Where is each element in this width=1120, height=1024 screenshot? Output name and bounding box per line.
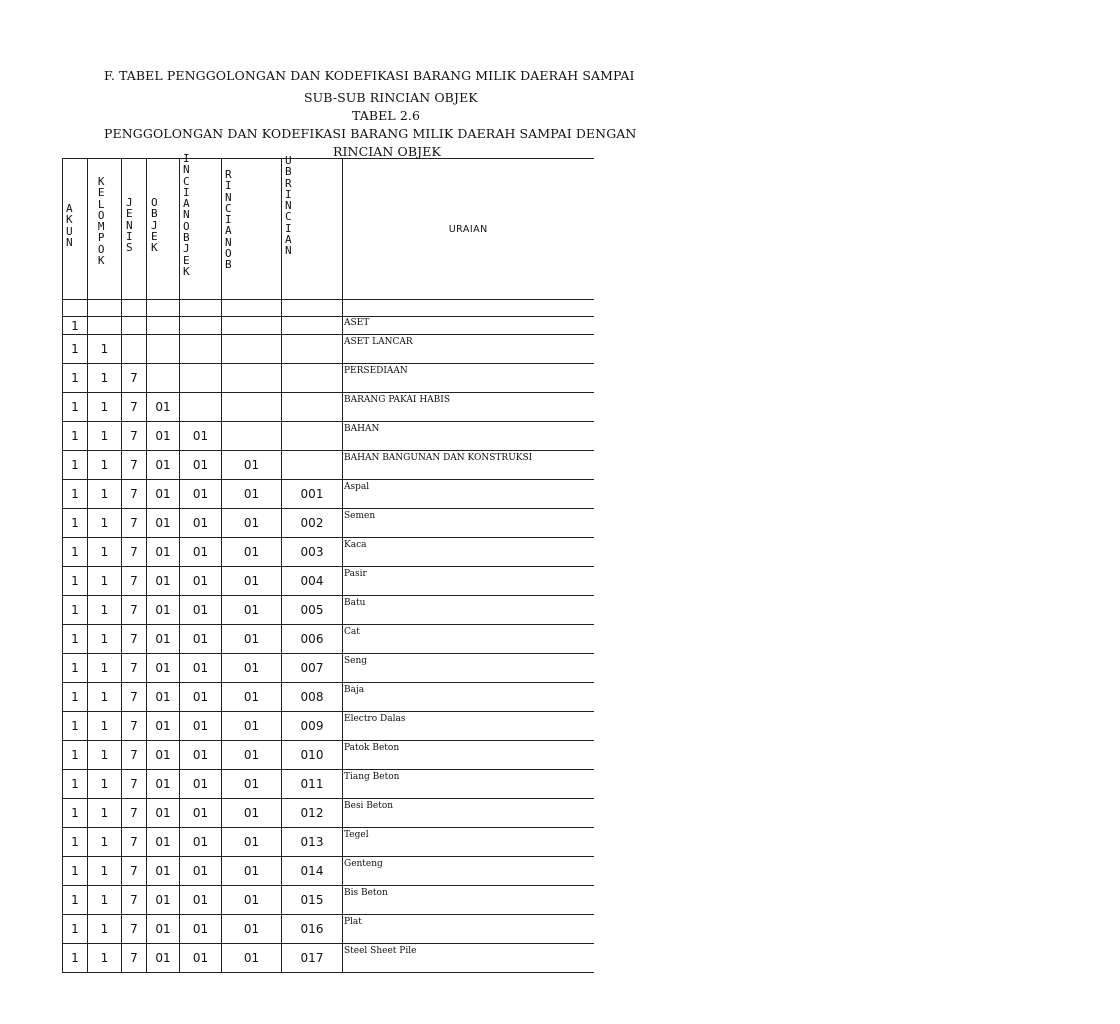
akun-cell: 1 [63, 944, 88, 973]
sub-sub-rincian-cell: 006 [282, 625, 343, 654]
akun-cell: 1 [63, 451, 88, 480]
rincian-objek-cell: 01 [180, 741, 222, 770]
sub-rincian-cell [222, 422, 282, 451]
sub-rincian-cell: 01 [222, 712, 282, 741]
header-jenis [122, 159, 147, 300]
objek-cell: 01 [147, 828, 180, 857]
sub-sub-rincian-cell: 010 [282, 741, 343, 770]
uraian-cell: Besi Beton [343, 799, 594, 828]
akun-cell: 1 [63, 567, 88, 596]
objek-cell: 01 [147, 538, 180, 567]
sub-rincian-cell: 01 [222, 625, 282, 654]
kelompok-cell: 1 [88, 364, 122, 393]
jenis-cell: 7 [122, 364, 147, 393]
jenis-cell: 7 [122, 741, 147, 770]
table-spacer-row [63, 300, 594, 317]
rincian-objek-cell: 01 [180, 567, 222, 596]
jenis-cell: 7 [122, 451, 147, 480]
sub-sub-rincian-cell: 007 [282, 654, 343, 683]
uraian-cell: Tiang Beton [343, 770, 594, 799]
akun-cell: 1 [63, 596, 88, 625]
sub-sub-rincian-cell [282, 364, 343, 393]
akun-cell: 1 [63, 712, 88, 741]
sub-rincian-cell: 01 [222, 480, 282, 509]
rincian-objek-cell: 01 [180, 712, 222, 741]
uraian-cell: Electro Dalas [343, 712, 594, 741]
objek-cell [147, 317, 180, 335]
uraian-cell: Semen [343, 509, 594, 538]
table-row [63, 538, 594, 567]
header-objek-label: OBJEK [151, 196, 158, 255]
rincian-objek-cell: 01 [180, 538, 222, 567]
rincian-objek-cell [180, 317, 222, 335]
akun-cell: 1 [63, 538, 88, 567]
akun-cell: 1 [63, 915, 88, 944]
sub-rincian-cell: 01 [222, 654, 282, 683]
sub-sub-rincian-cell [282, 393, 343, 422]
akun-cell: 1 [63, 770, 88, 799]
objek-cell [147, 364, 180, 393]
uraian-cell: Patok Beton [343, 741, 594, 770]
uraian-cell: Tegel [343, 828, 594, 857]
rincian-objek-cell: 01 [180, 944, 222, 973]
sub-rincian-cell: 01 [222, 451, 282, 480]
sub-rincian-cell: 01 [222, 857, 282, 886]
uraian-cell: Baja [343, 683, 594, 712]
kelompok-cell: 1 [88, 393, 122, 422]
uraian-cell: BARANG PAKAI HABIS [343, 393, 594, 422]
header-sub-rincian-objek [222, 159, 282, 300]
header-sub-sub-rincian-objek-label: UB RINCIAN [285, 154, 292, 258]
table-row [63, 944, 594, 973]
uraian-cell: BAHAN BANGUNAN DAN KONSTRUKSI [343, 451, 594, 480]
table-row [63, 480, 594, 509]
kelompok-cell: 1 [88, 886, 122, 915]
sub-rincian-cell: 01 [222, 770, 282, 799]
table-row [63, 915, 594, 944]
table-row [63, 317, 594, 335]
header-sub-sub-rincian-objek [282, 154, 343, 300]
rincian-objek-cell: 01 [180, 886, 222, 915]
sub-sub-rincian-cell: 015 [282, 886, 343, 915]
jenis-cell [122, 317, 147, 335]
sub-rincian-cell: 01 [222, 538, 282, 567]
sub-sub-rincian-cell [282, 335, 343, 364]
objek-cell: 01 [147, 741, 180, 770]
table-row [63, 596, 594, 625]
rincian-objek-cell: 01 [180, 451, 222, 480]
jenis-cell: 7 [122, 712, 147, 741]
kelompok-cell: 1 [88, 741, 122, 770]
header-rincian-objek-label: INCIAN OBJEK [183, 152, 190, 278]
header-uraian: URAIAN [343, 159, 594, 300]
objek-cell: 01 [147, 567, 180, 596]
sub-rincian-cell: 01 [222, 915, 282, 944]
header-akun-label: AKUN [66, 202, 73, 249]
objek-cell: 01 [147, 596, 180, 625]
rincian-objek-cell: 01 [180, 422, 222, 451]
sub-sub-rincian-cell: 003 [282, 538, 343, 567]
kelompok-cell: 1 [88, 538, 122, 567]
jenis-cell: 7 [122, 393, 147, 422]
header-jenis-label: JENIS [126, 196, 133, 255]
rincian-objek-cell: 01 [180, 480, 222, 509]
objek-cell: 01 [147, 422, 180, 451]
akun-cell: 1 [63, 393, 88, 422]
sub-rincian-cell: 01 [222, 683, 282, 712]
jenis-cell: 7 [122, 770, 147, 799]
table-row [63, 422, 594, 451]
sub-sub-rincian-cell: 001 [282, 480, 343, 509]
kelompok-cell: 1 [88, 567, 122, 596]
kelompok-cell: 1 [88, 712, 122, 741]
table-row [63, 712, 594, 741]
jenis-cell: 7 [122, 886, 147, 915]
objek-cell: 01 [147, 654, 180, 683]
sub-sub-rincian-cell: 013 [282, 828, 343, 857]
objek-cell: 01 [147, 915, 180, 944]
kelompok-cell: 1 [88, 944, 122, 973]
objek-cell: 01 [147, 625, 180, 654]
uraian-cell: Genteng [343, 857, 594, 886]
objek-cell: 01 [147, 480, 180, 509]
kelompok-cell: 1 [88, 625, 122, 654]
kelompok-cell: 1 [88, 857, 122, 886]
document-title-block [0, 0, 637, 160]
jenis-cell: 7 [122, 538, 147, 567]
jenis-cell [122, 335, 147, 364]
objek-cell: 01 [147, 857, 180, 886]
sub-sub-rincian-cell: 012 [282, 799, 343, 828]
rincian-objek-cell [180, 335, 222, 364]
jenis-cell: 7 [122, 828, 147, 857]
document-title-line-2: SUB-SUB RINCIAN OBJEK [304, 90, 478, 105]
table-row [63, 683, 594, 712]
uraian-cell: Pasir [343, 567, 594, 596]
objek-cell: 01 [147, 799, 180, 828]
table-row [63, 393, 594, 422]
objek-cell: 01 [147, 712, 180, 741]
table-row [63, 886, 594, 915]
sub-rincian-cell: 01 [222, 596, 282, 625]
sub-rincian-cell: 01 [222, 828, 282, 857]
kelompok-cell [88, 317, 122, 335]
sub-sub-rincian-cell: 005 [282, 596, 343, 625]
sub-rincian-cell [222, 335, 282, 364]
sub-sub-rincian-cell: 011 [282, 770, 343, 799]
akun-cell: 1 [63, 857, 88, 886]
rincian-objek-cell: 01 [180, 509, 222, 538]
kelompok-cell: 1 [88, 422, 122, 451]
jenis-cell: 7 [122, 596, 147, 625]
header-akun [63, 159, 88, 300]
kelompok-cell: 1 [88, 683, 122, 712]
rincian-objek-cell [180, 393, 222, 422]
sub-sub-rincian-cell [282, 422, 343, 451]
document-title-line-1: F. TABEL PENGGOLONGAN DAN KODEFIKASI BARANG MILIK DAERAH SAMPAI [104, 68, 635, 83]
sub-rincian-cell: 01 [222, 944, 282, 973]
table-row [63, 770, 594, 799]
objek-cell: 01 [147, 886, 180, 915]
uraian-cell: PERSEDIAAN [343, 364, 594, 393]
kelompok-cell: 1 [88, 915, 122, 944]
table-row [63, 364, 594, 393]
objek-cell: 01 [147, 451, 180, 480]
jenis-cell: 7 [122, 625, 147, 654]
kelompok-cell: 1 [88, 596, 122, 625]
table-row [63, 335, 594, 364]
classification-table [62, 152, 594, 973]
sub-rincian-cell: 01 [222, 799, 282, 828]
sub-sub-rincian-cell: 008 [282, 683, 343, 712]
kelompok-cell: 1 [88, 451, 122, 480]
kelompok-cell: 1 [88, 799, 122, 828]
uraian-cell: Seng [343, 654, 594, 683]
jenis-cell: 7 [122, 915, 147, 944]
sub-sub-rincian-cell: 004 [282, 567, 343, 596]
kelompok-cell: 1 [88, 480, 122, 509]
objek-cell [147, 335, 180, 364]
akun-cell: 1 [63, 335, 88, 364]
sub-rincian-cell [222, 317, 282, 335]
uraian-cell: Bis Beton [343, 886, 594, 915]
kelompok-cell: 1 [88, 770, 122, 799]
kelompok-cell: 1 [88, 654, 122, 683]
jenis-cell: 7 [122, 567, 147, 596]
uraian-cell: Steel Sheet Pile [343, 944, 594, 973]
header-kelompok-label: KELOMPOK [97, 175, 105, 268]
sub-rincian-cell [222, 393, 282, 422]
objek-cell: 01 [147, 944, 180, 973]
sub-rincian-cell: 01 [222, 509, 282, 538]
akun-cell: 1 [63, 886, 88, 915]
objek-cell: 01 [147, 770, 180, 799]
akun-cell: 1 [63, 683, 88, 712]
akun-cell: 1 [63, 654, 88, 683]
kelompok-cell: 1 [88, 828, 122, 857]
jenis-cell: 7 [122, 509, 147, 538]
sub-sub-rincian-cell: 009 [282, 712, 343, 741]
akun-cell: 1 [63, 422, 88, 451]
table-row [63, 828, 594, 857]
objek-cell: 01 [147, 393, 180, 422]
uraian-cell: Cat [343, 625, 594, 654]
objek-cell: 01 [147, 683, 180, 712]
objek-cell: 01 [147, 509, 180, 538]
table-row [63, 799, 594, 828]
uraian-cell: ASET LANCAR [343, 335, 594, 364]
table-row [63, 567, 594, 596]
rincian-objek-cell: 01 [180, 596, 222, 625]
akun-cell: 1 [63, 509, 88, 538]
uraian-cell: BAHAN [343, 422, 594, 451]
header-kelompok [88, 159, 122, 300]
jenis-cell: 7 [122, 422, 147, 451]
jenis-cell: 7 [122, 480, 147, 509]
uraian-cell: ASET [343, 317, 594, 335]
akun-cell: 1 [63, 828, 88, 857]
jenis-cell: 7 [122, 799, 147, 828]
sub-sub-rincian-cell: 002 [282, 509, 343, 538]
sub-sub-rincian-cell [282, 317, 343, 335]
header-objek [147, 159, 180, 300]
sub-rincian-cell [222, 364, 282, 393]
akun-cell: 1 [63, 364, 88, 393]
rincian-objek-cell: 01 [180, 654, 222, 683]
table-row [63, 625, 594, 654]
sub-rincian-cell: 01 [222, 567, 282, 596]
sub-rincian-cell: 01 [222, 886, 282, 915]
sub-sub-rincian-cell: 016 [282, 915, 343, 944]
sub-sub-rincian-cell [282, 451, 343, 480]
table-number: TABEL 2.6 [352, 108, 421, 123]
jenis-cell: 7 [122, 683, 147, 712]
rincian-objek-cell: 01 [180, 625, 222, 654]
table-row [63, 654, 594, 683]
header-sub-rincian-objek-label: RINCIAN OB [225, 168, 232, 272]
rincian-objek-cell: 01 [180, 915, 222, 944]
table-title-line-2: RINCIAN OBJEK [333, 144, 441, 159]
header-rincian-objek [180, 152, 222, 300]
table-row [63, 857, 594, 886]
jenis-cell: 7 [122, 654, 147, 683]
akun-cell: 1 [63, 317, 88, 335]
kelompok-cell: 1 [88, 335, 122, 364]
uraian-cell: Kaca [343, 538, 594, 567]
rincian-objek-cell: 01 [180, 799, 222, 828]
rincian-objek-cell [180, 364, 222, 393]
sub-rincian-cell: 01 [222, 741, 282, 770]
uraian-cell: Batu [343, 596, 594, 625]
table-row [63, 451, 594, 480]
table-title-line-1: PENGGOLONGAN DAN KODEFIKASI BARANG MILIK DAERAH SAMPAI DENGAN [104, 126, 637, 141]
rincian-objek-cell: 01 [180, 683, 222, 712]
rincian-objek-cell: 01 [180, 828, 222, 857]
rincian-objek-cell: 01 [180, 770, 222, 799]
rincian-objek-cell: 01 [180, 857, 222, 886]
table-row [63, 509, 594, 538]
akun-cell: 1 [63, 480, 88, 509]
akun-cell: 1 [63, 799, 88, 828]
jenis-cell: 7 [122, 944, 147, 973]
kelompok-cell: 1 [88, 509, 122, 538]
table-row [63, 741, 594, 770]
jenis-cell: 7 [122, 857, 147, 886]
sub-sub-rincian-cell: 017 [282, 944, 343, 973]
sub-sub-rincian-cell: 014 [282, 857, 343, 886]
akun-cell: 1 [63, 741, 88, 770]
uraian-cell: Plat [343, 915, 594, 944]
uraian-cell: Aspal [343, 480, 594, 509]
akun-cell: 1 [63, 625, 88, 654]
table-header-row [63, 159, 594, 300]
